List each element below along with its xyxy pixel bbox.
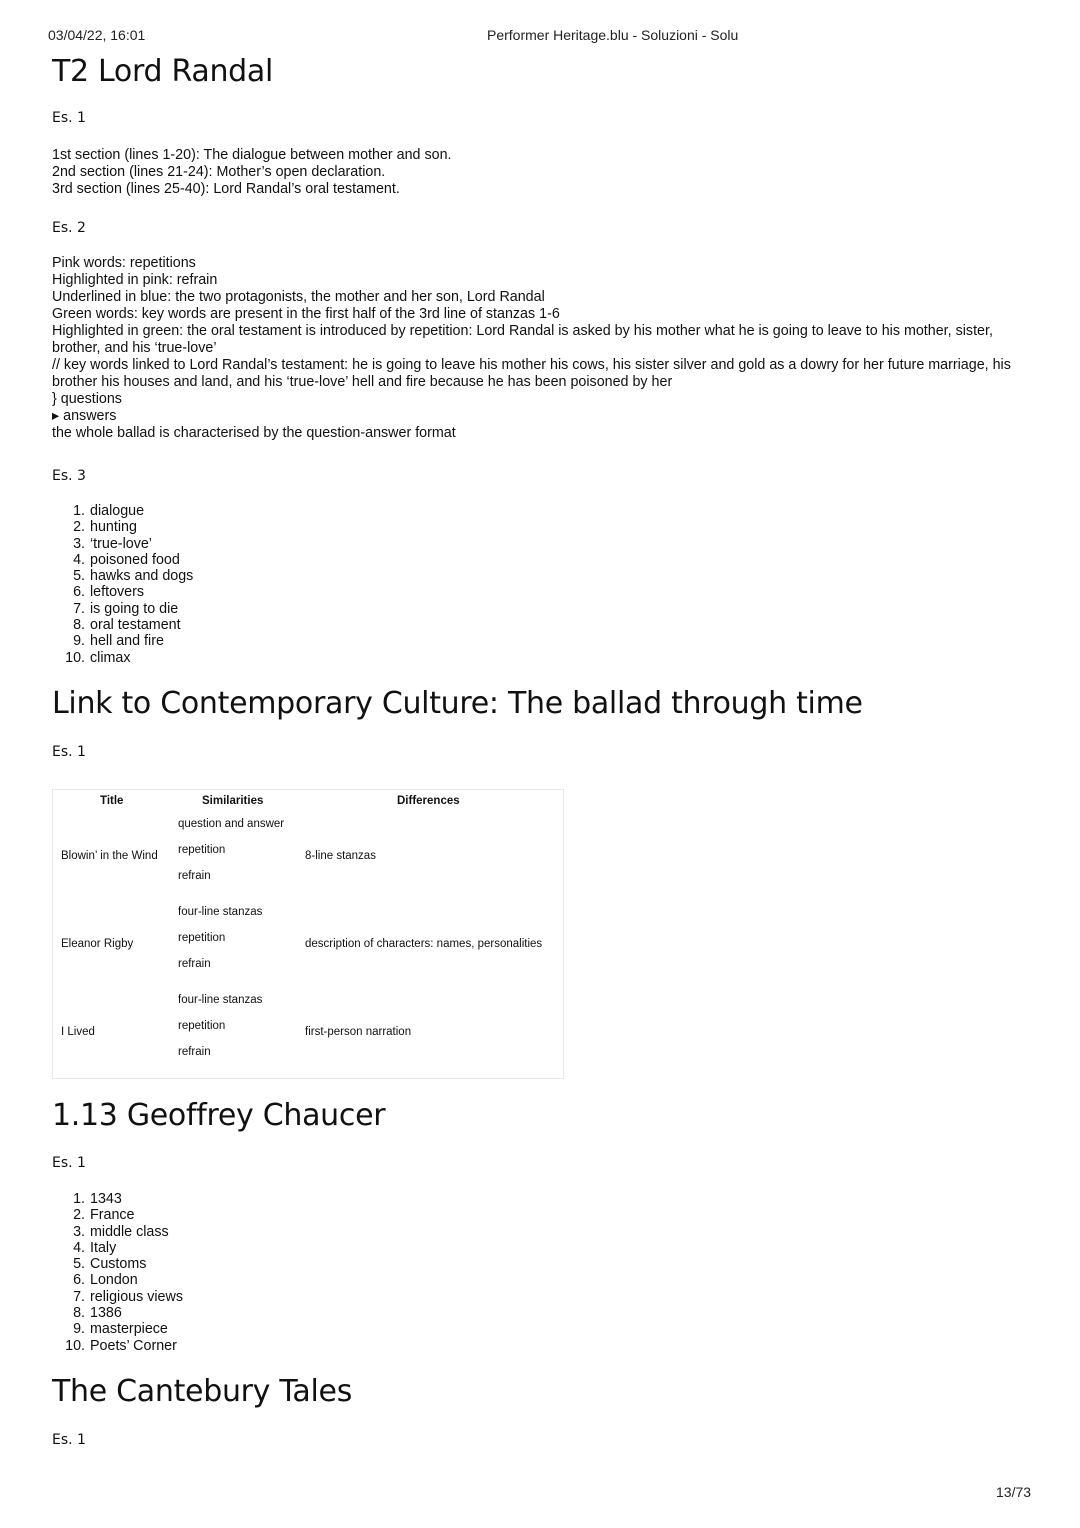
chaucer-answer-list xyxy=(52,1191,183,1354)
table-cell-similarity: refrain xyxy=(178,958,211,970)
section-title-contemporary-culture: Link to Contemporary Culture: The ballad through time xyxy=(52,686,863,721)
text-line: Green words: key words are present in the first half of the 3rd line of stanzas 1-6 xyxy=(52,306,560,322)
text-line: the whole ballad is characterised by the question-answer format xyxy=(52,425,456,441)
list-item: 8. 1386 xyxy=(89,1305,183,1321)
print-site-title: Performer Heritage.blu - Soluzioni - Solu xyxy=(487,27,739,43)
section-title-canterbury-tales: The Cantebury Tales xyxy=(52,1374,353,1409)
table-cell-similarity: four-line stanzas xyxy=(178,994,263,1006)
table-cell-similarity: refrain xyxy=(178,1046,211,1058)
list-item: 6. London xyxy=(89,1272,183,1288)
list-item: 5. Customs xyxy=(89,1256,183,1272)
es2-answers xyxy=(52,255,1042,442)
table-cell-similarity: repetition xyxy=(178,1020,226,1032)
table-cell-similarity: repetition xyxy=(178,844,226,856)
table-cell-difference: first-person narration xyxy=(305,1026,412,1038)
table-cell-similarity: repetition xyxy=(178,932,226,944)
list-item: 4. Italy xyxy=(89,1240,183,1256)
print-datetime: 03/04/22, 16:01 xyxy=(48,27,146,43)
es3-answer-list xyxy=(52,503,193,666)
table-header-differences: Differences xyxy=(397,795,460,807)
text-line: Pink words: repetitions xyxy=(52,255,196,271)
table-cell-title: Blowin’ in the Wind xyxy=(61,850,158,862)
list-item: 5. hawks and dogs xyxy=(89,568,193,584)
exercise-label: Es. 2 xyxy=(52,220,86,236)
page-number: 13/73 xyxy=(996,1484,1032,1500)
exercise-label: Es. 1 xyxy=(52,744,86,760)
table-cell-title: Eleanor Rigby xyxy=(61,938,134,950)
text-line: } questions xyxy=(52,391,122,407)
text-line: 3rd section (lines 25-40): Lord Randal’s oral testament. xyxy=(52,181,400,197)
table-header-title: Title xyxy=(100,795,124,807)
list-item: 6. leftovers xyxy=(89,584,193,600)
list-item: 7. is going to die xyxy=(89,601,193,617)
list-item: 7. religious views xyxy=(89,1289,183,1305)
table-cell-similarity: four-line stanzas xyxy=(178,906,263,918)
list-item: 3. middle class xyxy=(89,1224,183,1240)
list-item: 3. ‘true-love’ xyxy=(89,536,193,552)
exercise-label: Es. 1 xyxy=(52,1432,86,1448)
table-cell-similarity: refrain xyxy=(178,870,211,882)
list-item: 9. hell and fire xyxy=(89,633,193,649)
text-line: ▸ answers xyxy=(52,408,117,424)
text-line: 1st section (lines 1-20): The dialogue between mother and son. xyxy=(52,147,452,163)
exercise-label: Es. 1 xyxy=(52,110,86,126)
exercise-label: Es. 3 xyxy=(52,468,86,484)
table-cell-similarity: question and answer xyxy=(178,818,285,830)
ballad-comparison-table xyxy=(52,789,564,1079)
exercise-label: Es. 1 xyxy=(52,1155,86,1171)
list-item: 10. climax xyxy=(89,650,193,666)
text-line: Highlighted in green: the oral testament is introduced by repetition: Lord Randal is asked by his mother what he is going to leave to his mother, sister, brother, and his ‘true-love’ xyxy=(52,323,993,356)
list-item: 4. poisoned food xyxy=(89,552,193,568)
text-line: // key words linked to Lord Randal’s testament: he is going to leave his mother his cows, his sister silver and gold as a dowry for her future marriage, his brother his houses and land, and his ‘true-love’ hell and fire because he has been poisoned by her xyxy=(52,357,1011,390)
text-line: Highlighted in pink: refrain xyxy=(52,272,218,288)
list-item: 2. France xyxy=(89,1207,183,1223)
section-title-lord-randal: T2 Lord Randal xyxy=(52,54,274,89)
list-item: 9. masterpiece xyxy=(89,1321,183,1337)
section-title-chaucer: 1.13 Geoffrey Chaucer xyxy=(52,1098,386,1133)
list-item: 10. Poets’ Corner xyxy=(89,1338,183,1354)
table-header-similarities: Similarities xyxy=(202,795,264,807)
table-cell-title: I Lived xyxy=(61,1026,95,1038)
text-line: 2nd section (lines 21-24): Mother’s open declaration. xyxy=(52,164,386,180)
table-cell-difference: 8-line stanzas xyxy=(305,850,376,862)
list-item: 2. hunting xyxy=(89,519,193,535)
text-line: Underlined in blue: the two protagonists, the mother and her son, Lord Randal xyxy=(52,289,545,305)
list-item: 1. dialogue xyxy=(89,503,193,519)
es1-answers xyxy=(52,147,1042,198)
table-cell-difference: description of characters: names, personalities xyxy=(305,938,543,950)
list-item: 8. oral testament xyxy=(89,617,193,633)
list-item: 1. 1343 xyxy=(89,1191,183,1207)
